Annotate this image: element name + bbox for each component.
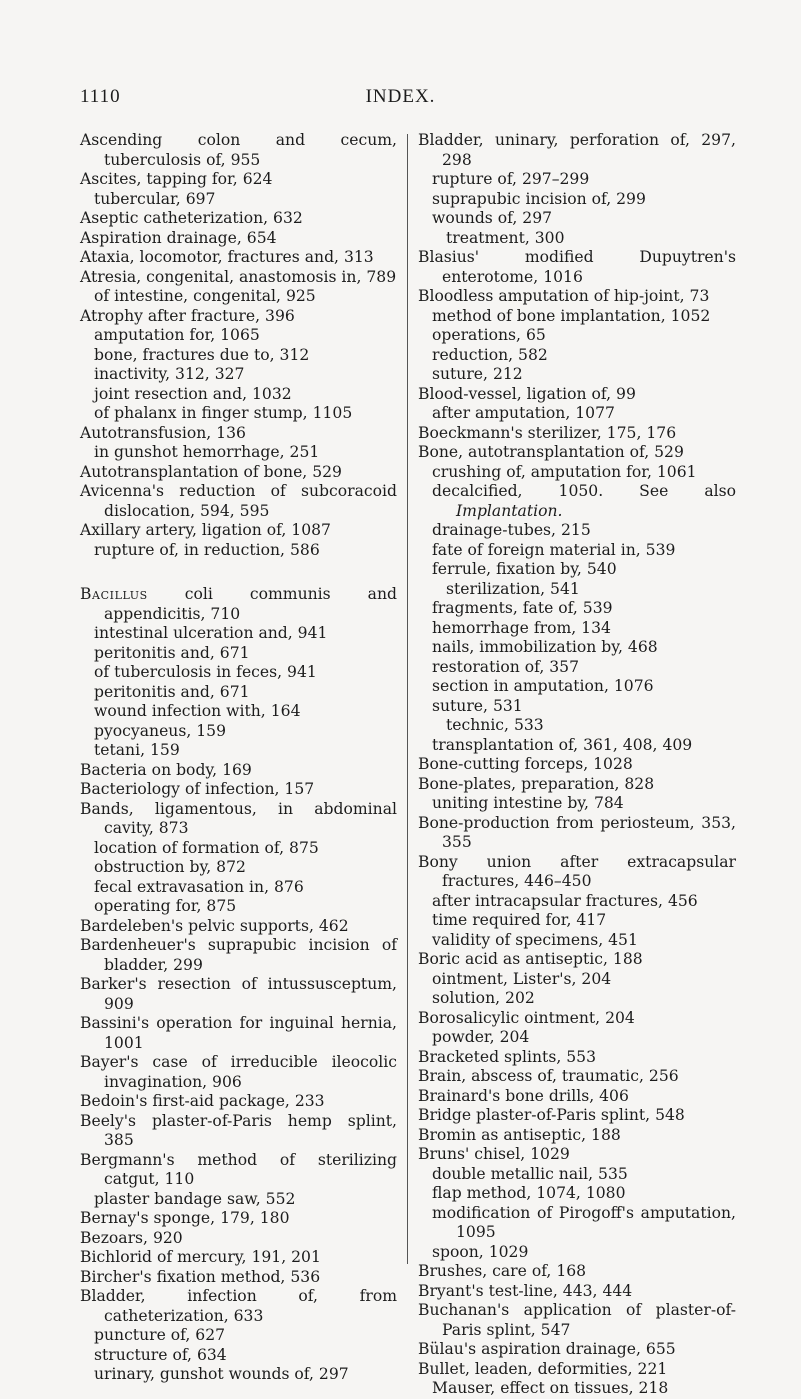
index-entry: Bromin as antiseptic, 188 [418,1125,621,1144]
index-entry: Boeckmann's sterilizer, 175, 176 [418,423,677,442]
index-entry: Blood-vessel, ligation of, 99 [418,384,636,403]
index-entry: Bracketed splints, 553 [418,1047,597,1066]
index-entry: pyocyaneus, 159 [94,721,227,740]
index-entry: Borosalicylic ointment, 204 [418,1008,635,1027]
index-entry: peritonitis and, 671 [94,682,250,701]
index-entry: intestinal ulceration and, 941 [94,624,328,642]
column-divider [407,134,408,1264]
index-entry: Bernay's sponge, 179, 180 [80,1209,290,1227]
index-entry: location of formation of, 875 [94,838,319,857]
index-entry: Autotransfusion, 136 [80,423,246,442]
page-number: 1110 [80,86,121,107]
index-entry: Bullet, leaden, deformities, 221 [418,1359,668,1378]
index-entry: obstruction by, 872 [94,858,246,876]
index-entry: Ascending colon and cecum, tuberculosis of, 955 [80,131,397,169]
index-entry: Ataxia, locomotor, fractures and, 313 [80,248,374,266]
index-entry: transplantation of, 361, 408, 409 [432,735,693,754]
index-entry: Boric acid as antiseptic, 188 [418,950,643,968]
index-entry: wounds of, 297 [432,209,553,227]
index-entry: fragments, fate of, 539 [432,599,613,617]
index-entry: modification of Pirogoff's amputation, 1095 [432,1203,736,1241]
index-entry: peritonitis and, 671 [94,643,250,662]
index-entry: Buchanan's application of plaster-of-Paris splint, 547 [418,1301,736,1339]
index-entry: fecal extravasation in, 876 [94,877,304,896]
index-entry: Aseptic catheterization, 632 [80,209,303,227]
index-entry: fate of foreign material in, 539 [432,540,676,559]
index-entry: suprapubic incision of, 299 [432,189,646,208]
index-entry: reduction, 582 [432,345,548,364]
index-entry: Bridge plaster-of-Paris splint, 548 [418,1106,685,1124]
index-entry: Bruns' chisel, 1029 [418,1145,570,1163]
index-entry: Bone-production from periosteum, 353, 355 [418,813,736,851]
index-entry: Bacteriology of infection, 157 [80,780,315,798]
index-entry: in gunshot hemorrhage, 251 [94,443,320,461]
index-entry: uniting intestine by, 784 [432,794,624,812]
index-entry: operations, 65 [432,326,546,344]
index-entry: after amputation, 1077 [432,404,615,422]
index-entry: structure of, 634 [94,1345,227,1364]
index-entry: plaster bandage saw, 552 [94,1189,296,1208]
index-entry: Bladder, infection of, from catheterization, 633 [80,1287,397,1325]
index-entry: of tuberculosis in feces, 941 [94,663,317,681]
index-entry: sterilization, 541 [446,579,580,598]
index-entry: rupture of, in reduction, 586 [94,540,320,559]
index-entry: treatment, 300 [446,228,565,247]
index-entry: Bardenheuer's suprapubic incision of bladder, 299 [80,936,397,974]
index-entry: flap method, 1074, 1080 [432,1184,626,1202]
index-entry: of intestine, congenital, 925 [94,287,316,305]
index-entry: method of bone implantation, 1052 [432,306,711,325]
index-entry: urinary, gunshot wounds of, 297 [94,1365,349,1383]
index-entry: nails, immobilization by, 468 [432,638,658,656]
index-entry: tetani, 159 [94,741,180,759]
index-entry: Bichlorid of mercury, 191, 201 [80,1248,321,1266]
index-entry: puncture of, 627 [94,1326,226,1344]
index-entry: Bacteria on body, 169 [80,760,252,779]
index-entry: Bayer's case of irreducible ileocolic invagination, 906 [80,1053,397,1091]
index-entry: Ascites, tapping for, 624 [80,170,273,188]
index-entry: double metallic nail, 535 [432,1164,628,1183]
index-entry: Bergmann's method of sterilizing catgut, 110 [80,1150,397,1188]
index-entry: operating for, 875 [94,897,237,915]
index-entry: Bone-plates, preparation, 828 [418,774,655,793]
index-entry: Bone, autotransplantation of, 529 [418,443,684,461]
index-entry: ointment, Lister's, 204 [432,969,612,988]
index-entry: Barker's resection of intussusceptum, 909 [80,975,397,1013]
index-entry: Bezoars, 920 [80,1228,183,1247]
index-entry: solution, 202 [432,989,535,1007]
index-entry: Brainard's bone drills, 406 [418,1086,629,1105]
index-entry: validity of specimens, 451 [432,930,638,949]
index-entry: Aspiration drainage, 654 [80,228,277,247]
index-entry: wound infection with, 164 [94,702,301,720]
index-entry: Beely's plaster-of-Paris hemp splint, 385 [80,1111,397,1149]
index-entry: Bone-cutting forceps, 1028 [418,755,633,773]
index-entry: tubercular, 697 [94,189,216,208]
index-entry: Mauser, effect on tissues, 218 [432,1379,669,1397]
index-entry: spoon, 1029 [432,1242,529,1261]
page-title: INDEX. [365,86,436,107]
index-entry: Bülau's aspiration drainage, 655 [418,1340,676,1358]
index-entry: crushing of, amputation for, 1061 [432,462,697,481]
right-index-column [418,131,736,1399]
index-entry: Bircher's fixation method, 536 [80,1267,321,1286]
index-entry: hemorrhage from, 134 [432,618,611,637]
index-entry: Brushes, care of, 168 [418,1262,587,1280]
index-entry: drainage-tubes, 215 [432,521,591,539]
index-entry: Bony union after extracapsular fractures, 446–450 [418,852,736,890]
index-entry: Bacillus coli communis and appendicitis, 710 [80,585,397,623]
index-entry: time required for, 417 [432,911,607,929]
index-entry: Autotransplantation of bone, 529 [80,462,342,481]
index-entry: rupture of, 297–299 [432,170,590,188]
index-entry: technic, 533 [446,716,544,734]
index-entry: decalcified, 1050. See also Implantation. [432,482,736,520]
index-entry: inactivity, 312, 327 [94,365,245,383]
index-entry: joint resection and, 1032 [94,384,292,403]
index-entry: after intracapsular fractures, 456 [432,891,698,910]
index-entry: Atresia, congenital, anastomosis in, 789 [80,267,397,286]
index-entry: Axillary artery, ligation of, 1087 [80,521,331,539]
index-entry: Atrophy after fracture, 396 [80,306,295,325]
index-entry: Bloodless amputation of hip-joint, 73 [418,287,710,305]
index-entry: ferrule, fixation by, 540 [432,560,617,578]
index-entry: section in amputation, 1076 [432,677,654,695]
index-entry: bone, fractures due to, 312 [94,345,310,364]
index-entry: amputation for, 1065 [94,326,260,344]
index-entry: Avicenna's reduction of subcoracoid dislocation, 594, 595 [80,482,397,520]
index-entry: restoration of, 357 [432,657,580,676]
index-entry: Bassini's operation for inguinal hernia, 1001 [80,1014,397,1052]
index-entry: Blasius' modified Dupuytren's enterotome, 1016 [418,248,736,286]
index-entry: Bands, ligamentous, in abdominal cavity, 873 [80,799,397,837]
index-entry: Bryant's test-line, 443, 444 [418,1281,633,1300]
index-entry: suture, 212 [432,365,523,383]
index-entry: Bladder, uninary, perforation of, 297, 298 [418,131,736,169]
index-entry: of phalanx in finger stump, 1105 [94,404,353,422]
index-entry: suture, 531 [432,696,523,715]
left-index-column [80,131,397,1385]
index-entry: Bardeleben's pelvic supports, 462 [80,916,349,935]
index-entry: Brain, abscess of, traumatic, 256 [418,1067,679,1085]
index-entry: powder, 204 [432,1028,530,1046]
index-entry: Bedoin's first-aid package, 233 [80,1092,325,1110]
